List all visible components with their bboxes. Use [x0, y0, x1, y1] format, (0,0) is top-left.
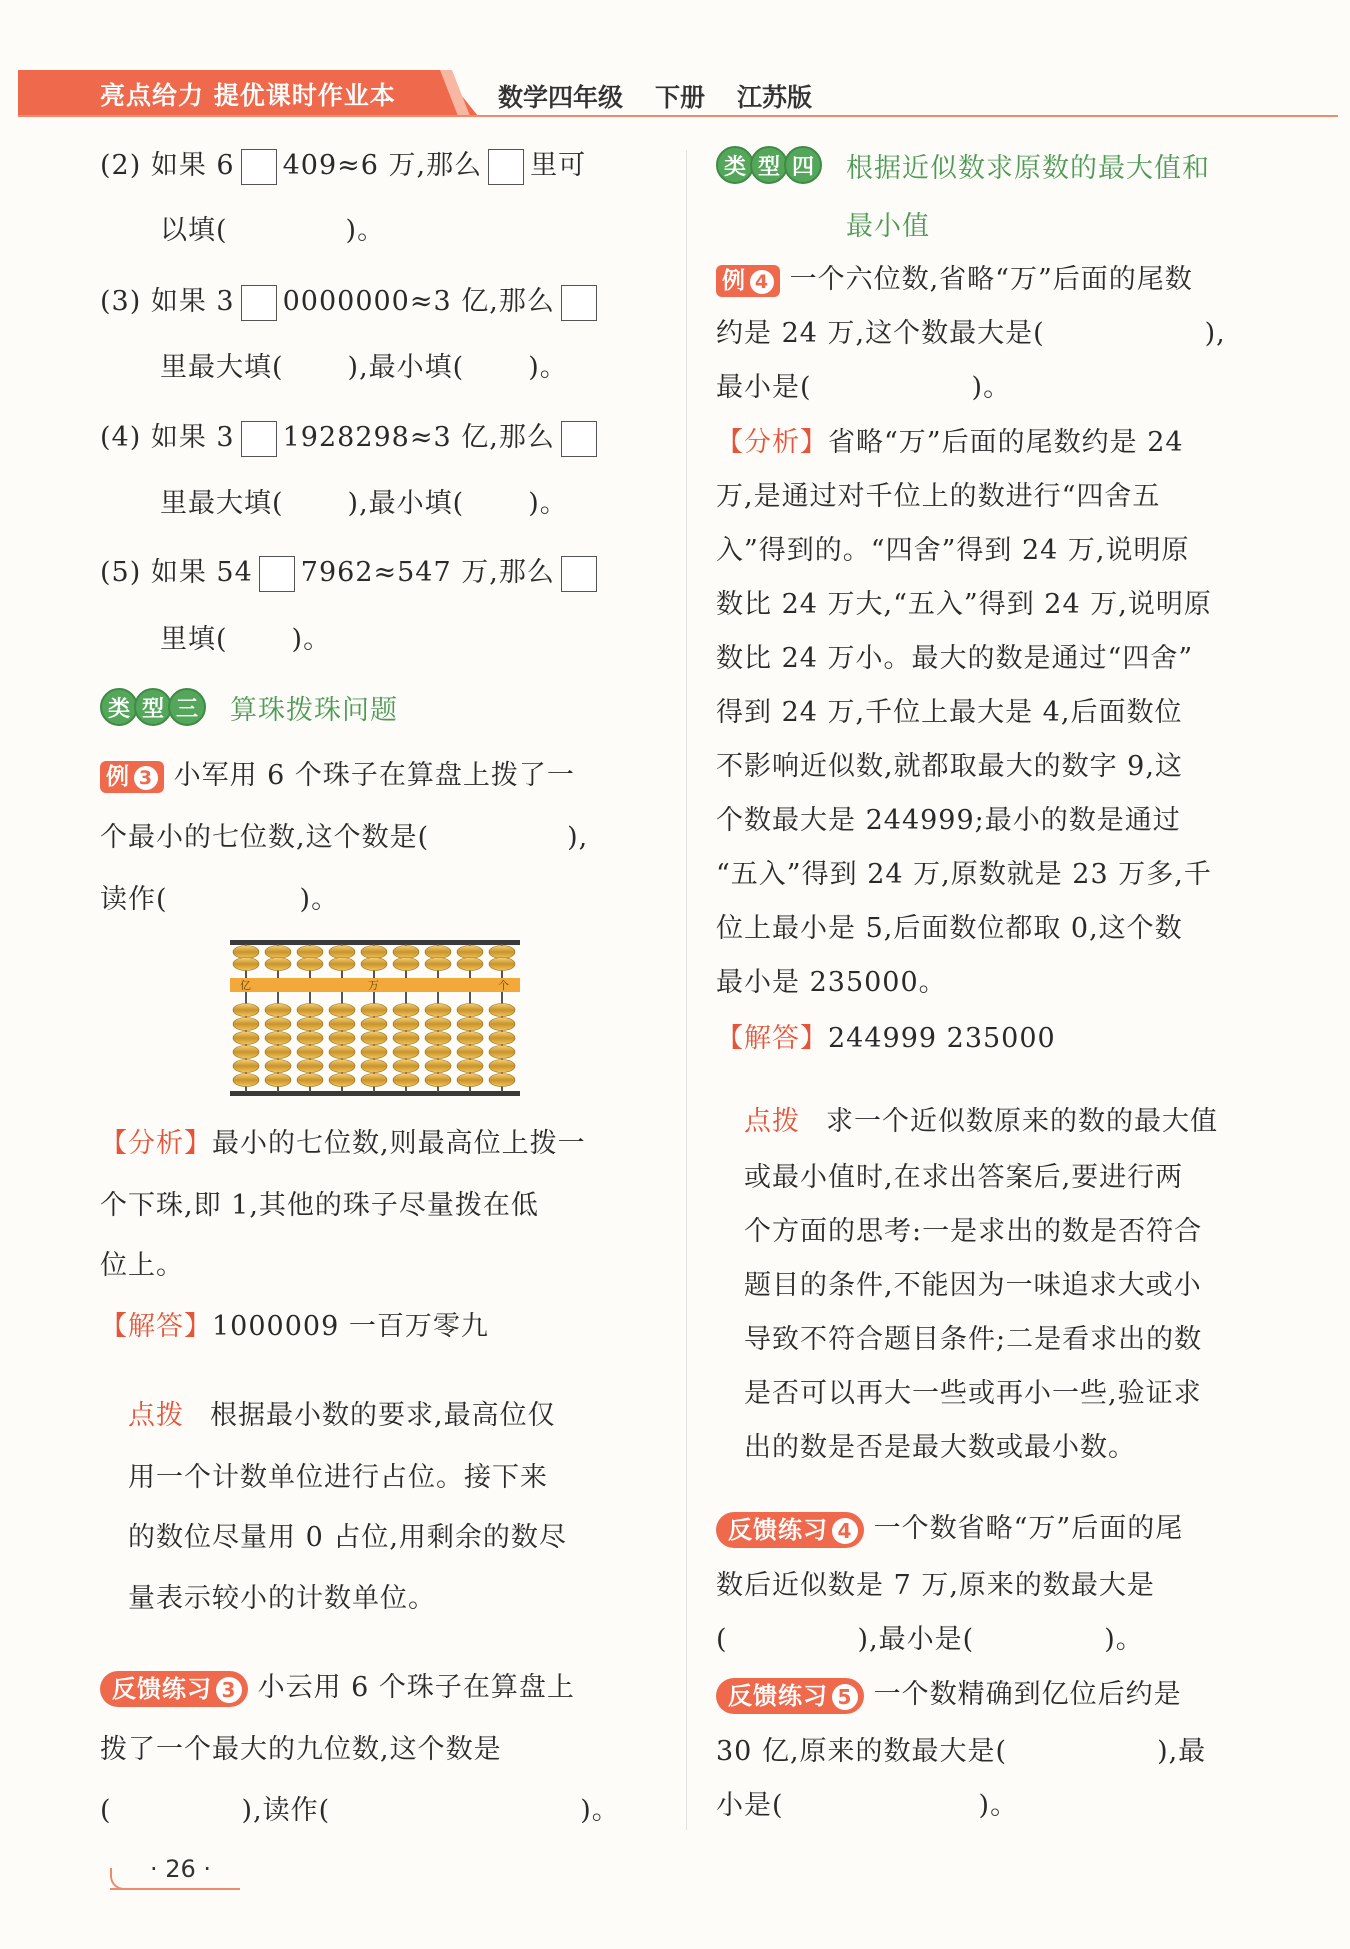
q2-line1: (2) 如果 6 409≈6 万,那么 里可	[100, 148, 586, 185]
fb4-line1: 反馈练习 4 一个数省略“万”后面的尾	[716, 1511, 1183, 1548]
abacus-bead	[233, 946, 259, 959]
abacus-bead	[457, 1074, 483, 1087]
abacus-bead	[457, 946, 483, 959]
analysis4-line6: 得到 24 万,千位上最大是 4,后面数位	[716, 697, 1183, 728]
footer-rule	[110, 1888, 240, 1890]
analysis3-line1: 【分析】最小的七位数,则最高位上拨一	[100, 1128, 586, 1159]
abacus-bead	[457, 958, 483, 971]
abacus-bead	[361, 946, 387, 959]
feedback-badge: 反馈练习 5	[716, 1678, 864, 1714]
tip3-line3: 的数位尽量用 0 占位,用剩余的数尽	[128, 1522, 567, 1553]
fb4-line2: 数后近似数是 7 万,原来的数最大是	[716, 1570, 1155, 1601]
abacus-label-wan: 万	[368, 979, 379, 992]
abacus-bead	[425, 946, 451, 959]
header-brand: 亮点给力 提优课时作业本	[100, 81, 396, 110]
abacus-bead	[233, 1046, 259, 1059]
ex4-line2: 约是 24 万,这个数最大是( ),	[716, 318, 1226, 349]
abacus-bead	[489, 1018, 515, 1031]
header-edition: 江苏版	[737, 83, 813, 112]
abacus-bead	[329, 1046, 355, 1059]
abacus-bead	[393, 1046, 419, 1059]
abacus-bead	[489, 1074, 515, 1087]
analysis4-line3: 入”得到的。“四舍”得到 24 万,说明原	[716, 535, 1190, 566]
abacus-bead	[457, 1018, 483, 1031]
abacus-bead	[329, 1074, 355, 1087]
ex3-line2: 个最小的七位数,这个数是( ),	[100, 822, 589, 853]
abacus-bead	[393, 1060, 419, 1073]
abacus-bead	[457, 1046, 483, 1059]
abacus-bead	[361, 1046, 387, 1059]
q3-box2[interactable]	[561, 285, 597, 321]
footer-curve	[110, 1868, 138, 1890]
example-badge: 例 4	[716, 265, 780, 297]
abacus-bead	[425, 1004, 451, 1017]
type4-title-line2: 最小值	[846, 211, 930, 242]
ex4-line1: 例 4 一个六位数,省略“万”后面的尾数	[716, 262, 1193, 298]
tip3-line2: 用一个计数单位进行占位。接下来	[128, 1462, 548, 1493]
abacus-bead	[393, 1018, 419, 1031]
tip4-line2: 或最小值时,在求出答案后,要进行两	[744, 1162, 1184, 1193]
ex3-line1: 例 3 小军用 6 个珠子在算盘上拨了一	[100, 758, 575, 794]
abacus-bead	[361, 1032, 387, 1045]
q5-line1: (5) 如果 54 7962≈547 万,那么	[100, 555, 603, 592]
abacus-bead	[393, 946, 419, 959]
q5-line2: 里填( )。	[160, 624, 332, 655]
abacus-bead	[393, 1004, 419, 1017]
abacus-bead	[393, 1074, 419, 1087]
abacus-bead	[489, 958, 515, 971]
analysis4-line7: 不影响近似数,就都取最大的数字 9,这	[716, 751, 1183, 782]
abacus-bead	[233, 958, 259, 971]
abacus-bead	[297, 958, 323, 971]
analysis4-line8: 个数最大是 244999;最小的数是通过	[716, 805, 1181, 836]
analysis4-line2: 万,是通过对千位上的数进行“四舍五	[716, 481, 1161, 512]
abacus-bead	[329, 958, 355, 971]
abacus-bead	[425, 1074, 451, 1087]
abacus-bead	[361, 1060, 387, 1073]
abacus-bead	[233, 1060, 259, 1073]
q5-box2[interactable]	[561, 556, 597, 592]
header-rule	[18, 115, 1338, 117]
tip3-line1: 点拨 根据最小数的要求,最高位仅	[128, 1400, 556, 1431]
analysis4-line10: 位上最小是 5,后面数位都取 0,这个数	[716, 913, 1183, 944]
abacus-bead	[329, 1018, 355, 1031]
abacus-figure	[230, 940, 520, 1096]
abacus-bead	[393, 1032, 419, 1045]
abacus-bead	[425, 958, 451, 971]
abacus-bead	[329, 1032, 355, 1045]
abacus-bead	[297, 1074, 323, 1087]
q2-box2[interactable]	[488, 149, 524, 185]
fb3-line2: 拨了一个最大的九位数,这个数是	[100, 1734, 502, 1765]
type3-badge: 类 型 三	[100, 688, 202, 726]
type4-title-line1: 根据近似数求原数的最大值和	[846, 153, 1210, 184]
header-info	[498, 78, 844, 114]
abacus-bead	[233, 1032, 259, 1045]
column-divider	[686, 150, 687, 1830]
q3-line1: (3) 如果 3 0000000≈3 亿,那么	[100, 284, 603, 321]
q4-box1[interactable]	[241, 421, 277, 457]
ex3-line3: 读作( )。	[100, 884, 340, 915]
abacus-bead	[265, 1032, 291, 1045]
abacus-beads	[233, 946, 515, 1087]
abacus-bead	[265, 1074, 291, 1087]
abacus-bead	[489, 1032, 515, 1045]
fb3-line1: 反馈练习 3 小云用 6 个珠子在算盘上	[100, 1670, 575, 1707]
abacus-bead	[457, 1060, 483, 1073]
abacus-bead	[489, 1004, 515, 1017]
abacus-bead	[297, 1004, 323, 1017]
fb5-line2: 30 亿,原来的数最大是( ),最	[716, 1736, 1207, 1767]
abacus-bead	[297, 946, 323, 959]
abacus-bead	[297, 1046, 323, 1059]
q3-line2: 里最大填( ),最小填( )。	[160, 352, 568, 383]
abacus-bead	[457, 1004, 483, 1017]
example-badge: 例 3	[100, 761, 164, 793]
abacus-bead	[297, 1018, 323, 1031]
abacus-bead	[329, 1004, 355, 1017]
abacus-bead	[361, 1074, 387, 1087]
analysis4-line9: “五入”得到 24 万,原数就是 23 万多,千	[716, 859, 1212, 890]
type3-title: 算珠拨珠问题	[230, 695, 398, 726]
abacus-label-ge: 个	[498, 979, 509, 992]
q3-box1[interactable]	[241, 285, 277, 321]
abacus-bead	[489, 946, 515, 959]
tip4-line1: 点拨 求一个近似数原来的数的最大值	[744, 1106, 1218, 1137]
page-number: · 26 ·	[150, 1855, 212, 1883]
fb4-line3: ( ),最小是( )。	[716, 1624, 1144, 1655]
analysis3-line3: 位上。	[100, 1250, 184, 1281]
analysis4-line4: 数比 24 万大,“五入”得到 24 万,说明原	[716, 589, 1212, 620]
tip4-line3: 个方面的思考:一是求出的数是否符合	[744, 1216, 1203, 1247]
type4-badge: 类 型 四	[716, 146, 818, 184]
q4-line2: 里最大填( ),最小填( )。	[160, 488, 568, 519]
q2-box1[interactable]	[241, 149, 277, 185]
abacus-bead	[425, 1032, 451, 1045]
abacus-bead	[457, 1032, 483, 1045]
analysis4-line5: 数比 24 万小。最大的数是通过“四舍”	[716, 643, 1194, 674]
header-subject: 数学四年级	[498, 83, 624, 112]
abacus-bead	[361, 1018, 387, 1031]
abacus-bead	[233, 1074, 259, 1087]
q5-box1[interactable]	[259, 556, 295, 592]
abacus-bead	[265, 1046, 291, 1059]
answer4-line: 【解答】244999 235000	[716, 1023, 1056, 1054]
tip3-line4: 量表示较小的计数单位。	[128, 1583, 436, 1614]
abacus-bead	[265, 946, 291, 959]
q2-line2: 以填( )。	[160, 215, 386, 246]
q4-line1: (4) 如果 3 1928298≈3 亿,那么	[100, 420, 603, 457]
tip4-line4: 题目的条件,不能因为一味追求大或小	[744, 1270, 1202, 1301]
abacus-bead	[489, 1046, 515, 1059]
fb5-line3: 小是( )。	[716, 1790, 1019, 1821]
analysis4-line11: 最小是 235000。	[716, 967, 947, 998]
header-volume: 下册	[655, 83, 706, 112]
tip4-line7: 出的数是否是最大数或最小数。	[744, 1432, 1136, 1463]
abacus-bead	[489, 1060, 515, 1073]
feedback-badge: 反馈练习 4	[716, 1512, 864, 1548]
abacus-bead	[265, 1018, 291, 1031]
abacus-bead	[361, 958, 387, 971]
answer3-line: 【解答】1000009 一百万零九	[100, 1311, 489, 1342]
abacus-bead	[425, 1060, 451, 1073]
abacus-label-yi: 亿	[240, 979, 251, 992]
fb5-line1: 反馈练习 5 一个数精确到亿位后约是	[716, 1677, 1182, 1714]
abacus-bead	[233, 1004, 259, 1017]
abacus-bead	[265, 1004, 291, 1017]
ex4-line3: 最小是( )。	[716, 372, 1012, 403]
abacus-bead	[361, 1004, 387, 1017]
analysis4-line1: 【分析】省略“万”后面的尾数约是 24	[716, 427, 1184, 458]
tip4-line5: 导致不符合题目条件;二是看求出的数	[744, 1324, 1203, 1355]
abacus-bead	[297, 1060, 323, 1073]
abacus-bead	[425, 1046, 451, 1059]
fb3-line3: ( ),读作( )。	[100, 1795, 620, 1826]
abacus-bead	[265, 1060, 291, 1073]
abacus-bead	[425, 1018, 451, 1031]
abacus-bead	[393, 958, 419, 971]
abacus-bead	[329, 946, 355, 959]
feedback-badge: 反馈练习 3	[100, 1671, 248, 1707]
abacus-bead	[265, 958, 291, 971]
abacus-bead	[233, 1018, 259, 1031]
q4-box2[interactable]	[561, 421, 597, 457]
abacus-bead	[297, 1032, 323, 1045]
analysis3-line2: 个下珠,即 1,其他的珠子尽量拨在低	[100, 1190, 539, 1221]
tip4-line6: 是否可以再大一些或再小一些,验证求	[744, 1378, 1202, 1409]
abacus-bead	[329, 1060, 355, 1073]
